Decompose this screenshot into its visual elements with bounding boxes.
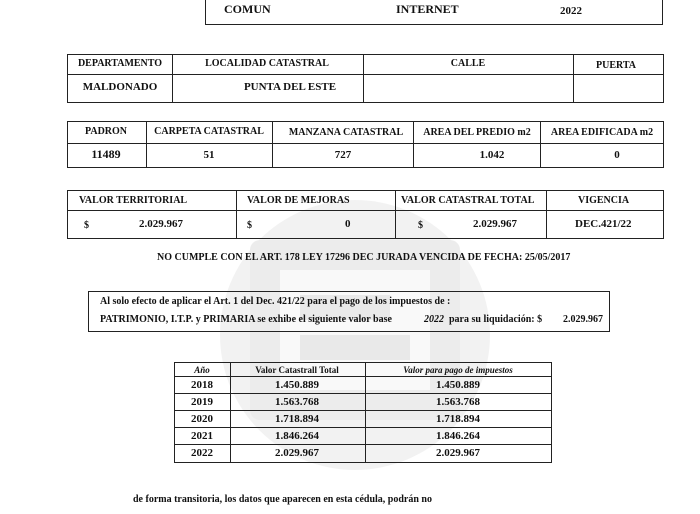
- parcel-padron: 11489: [91, 147, 121, 161]
- valuation-header-territorial: VALOR TERRITORIAL: [79, 195, 188, 206]
- history-header-impuestos: Valor para pago de impuestos: [403, 365, 513, 375]
- history-impuestos: 1.718.894: [436, 413, 480, 425]
- history-total: 2.029.967: [275, 447, 319, 459]
- valuation-total: 2.029.967: [473, 218, 517, 230]
- valuation-currency-1: $: [84, 220, 89, 231]
- footer-text: de forma transitoria, los datos que aparecen en esta cédula, podrán no: [133, 494, 432, 505]
- notice-text: NO CUMPLE CON EL ART. 178 LEY 17296 DEC JURADA VENCIDA DE FECHA: 25/05/2017: [157, 252, 571, 263]
- tax-line2-a: PATRIMONIO, I.T.P. y PRIMARIA se exhibe el siguiente valor base: [100, 314, 392, 325]
- location-header-departamento: DEPARTAMENTO: [77, 58, 163, 69]
- history-header-total: Valor Catastrall Total: [255, 365, 339, 375]
- valuation-territorial: 2.029.967: [139, 218, 183, 230]
- location-header-calle: CALLE: [450, 58, 486, 69]
- history-header-year: Año: [194, 365, 210, 375]
- history-total: 1.450.889: [275, 379, 319, 391]
- tax-line2-b: para su liquidación: $: [449, 314, 543, 325]
- history-total: 1.718.894: [275, 413, 319, 425]
- history-year: 2022: [191, 447, 213, 459]
- history-year: 2021: [191, 430, 213, 442]
- location-localidad: PUNTA DEL ESTE: [243, 81, 337, 93]
- history-total: 1.846.264: [275, 430, 319, 442]
- location-header-localidad: LOCALIDAD CATASTRAL: [205, 58, 329, 69]
- valuation-header-total: VALOR CATASTRAL TOTAL: [401, 195, 535, 206]
- history-year: 2020: [191, 413, 213, 425]
- tax-line1: Al solo efecto de aplicar el Art. 1 del Dec. 421/22 para el pago de los impuestos de :: [100, 296, 451, 307]
- history-year: 2019: [191, 396, 213, 408]
- valuation-header-mejoras: VALOR DE MEJORAS: [247, 195, 350, 206]
- parcel-header-area-predio: AREA DEL PREDIO m2: [423, 127, 531, 138]
- location-header-puerta: PUERTA: [595, 60, 637, 71]
- parcel-header-carpeta: CARPETA CATASTRAL: [154, 126, 264, 137]
- valuation-vigencia: DEC.421/22: [575, 218, 632, 230]
- header-year: 2022: [560, 5, 582, 17]
- valuation-mejoras: 0: [345, 218, 351, 230]
- tax-amount: 2.029.967: [563, 314, 603, 325]
- valuation-currency-2: $: [247, 220, 252, 231]
- history-impuestos: 2.029.967: [436, 447, 480, 459]
- parcel-area-predio: 1.042: [479, 149, 505, 161]
- header-internet: INTERNET: [396, 2, 459, 16]
- history-total: 1.563.768: [275, 396, 319, 408]
- history-impuestos: 1.846.264: [436, 430, 480, 442]
- parcel-header-padron: PADRON: [84, 126, 128, 137]
- history-impuestos: 1.450.889: [436, 379, 480, 391]
- valuation-currency-3: $: [418, 220, 423, 231]
- header-comun: COMUN: [224, 2, 271, 16]
- parcel-header-manzana: MANZANA CATASTRAL: [288, 127, 404, 138]
- parcel-header-area-edificada: AREA EDIFICADA m2: [550, 127, 654, 138]
- history-year: 2018: [191, 379, 213, 391]
- parcel-carpeta: 51: [203, 149, 215, 161]
- valuation-header-vigencia: VIGENCIA: [578, 195, 630, 206]
- parcel-area-edificada: 0: [614, 149, 620, 161]
- tax-year: 2022: [424, 314, 444, 325]
- parcel-manzana: 727: [334, 149, 352, 161]
- history-impuestos: 1.563.768: [436, 396, 480, 408]
- location-departamento: MALDONADO: [82, 81, 158, 93]
